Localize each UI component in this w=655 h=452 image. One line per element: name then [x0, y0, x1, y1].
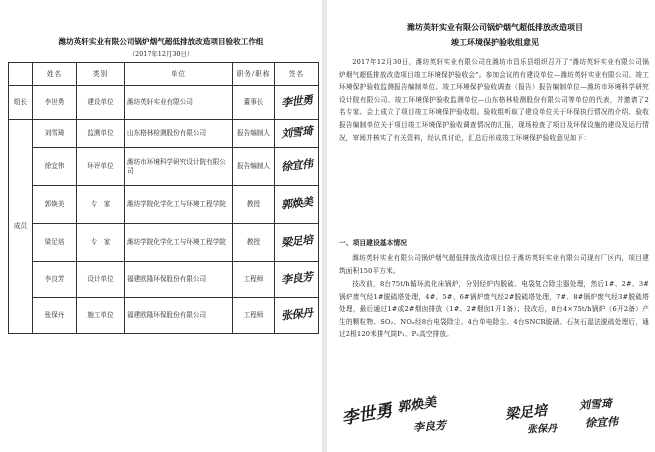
signature-cell: [275, 148, 319, 186]
bottom-signature-image: 梁足培: [504, 402, 548, 424]
section-heading: 一、项目建设基本情况: [339, 239, 407, 247]
bottom-signature-image: 张保丹: [526, 423, 558, 436]
group-leader-label: 组长: [9, 86, 33, 120]
header-sign: 签名: [275, 63, 319, 86]
cell-name: 徐宜伟: [33, 148, 77, 186]
cell-unit: 潍坊学院化学化工与环境工程学院: [125, 186, 233, 224]
cell-unit: 潍坊市环境科学研究设计院有限公司: [125, 148, 233, 186]
signature-image: 张保丹: [280, 306, 313, 323]
cell-unit: 福建欧隆环保股份有限公司: [125, 298, 233, 334]
cell-name: 刘雪琦: [33, 120, 77, 148]
cell-type: 建设单位: [77, 86, 125, 120]
header-type: 类别: [77, 63, 125, 86]
table-row: [9, 224, 319, 262]
cell-name: 郭焕美: [33, 186, 77, 224]
header-name: 姓名: [33, 63, 77, 86]
bottom-signature-image: 李世勇: [340, 400, 394, 430]
table-row: [9, 148, 319, 186]
cell-name: 梁足培: [33, 224, 77, 262]
bottom-signature-image: 李良芳: [412, 418, 447, 435]
signature-image: 郭焕美: [280, 195, 313, 212]
table-row: [9, 262, 319, 298]
bottom-signature-image: 刘雪琦: [578, 396, 613, 413]
signature-cell: [275, 298, 319, 334]
header-title: 职务/职称: [233, 63, 275, 86]
table-row: [9, 298, 319, 334]
table-header-row: [9, 63, 319, 86]
signature-image: 李良芳: [280, 270, 313, 287]
table-row: [9, 120, 319, 148]
group-member-label: 成员: [9, 120, 33, 334]
intro-paragraph: 2017年12月30日，潍坊英轩实业有限公司在潍坊市昌乐县组织召开了“潍坊英轩实业有限公司锅炉烟气超低排放改造项目竣工环境保护验收会”。参加会议的有建设单位—潍坊英轩实业有限公司、竣工环境保护验收监测报告编制单位、竣工环境保护验收调查（报告）报告编制单位—潍坊市环境科学研究设计院有限公司、竣工环境保护验收监测单位—山东格林检测股份有限公司等单位的代表，并邀请了2名专家。会上成立了项目竣工环境保护验收组。验收组听取了建设单位关于环保执行情况的介绍、验收报告编制单位关于项目竣工环境保护验收调查情况的汇报，现场检查了项目及环保设施的建设及运行情况，审阅并核实了有关资料，经认真讨论，汇总后形成竣工环境保护验收意见如下：: [339, 58, 649, 142]
worksheet-table: [8, 62, 319, 334]
table-row: [9, 86, 319, 120]
header-unit: 单位: [125, 63, 233, 86]
bottom-signature-image: 郭焕美: [396, 395, 438, 416]
opinion-page: [327, 0, 655, 452]
cell-title: 工程师: [233, 298, 275, 334]
worksheet-date: （2017年12月30日）: [128, 50, 194, 58]
cell-unit: 福建欧隆环保股份有限公司: [125, 262, 233, 298]
opinion-title: 潍坊英轩实业有限公司锅炉烟气超低排放改造项目: [407, 23, 583, 32]
cell-title: 教授: [233, 224, 275, 262]
signature-cell: [275, 262, 319, 298]
worksheet-title: 潍坊英轩实业有限公司锅炉烟气超低排放改造项目验收工作组: [58, 37, 264, 46]
signature-cell: [275, 186, 319, 224]
cell-name: 李世勇: [33, 86, 77, 120]
cell-type: 设计单位: [77, 262, 125, 298]
cell-type: 监测单位: [77, 120, 125, 148]
cell-type: 环评单位: [77, 148, 125, 186]
cell-title: 董事长: [233, 86, 275, 120]
cell-type: 专 家: [77, 224, 125, 262]
opinion-subtitle: 竣工环境保护验收组意见: [451, 38, 539, 47]
signature-image: 李世勇: [280, 93, 313, 110]
cell-title: 工程师: [233, 262, 275, 298]
cell-title: 报告编制人: [233, 120, 275, 148]
signature-image: 徐宜伟: [280, 157, 313, 174]
cell-unit: 山东格林检测股份有限公司: [125, 120, 233, 148]
cell-type: 施工单位: [77, 298, 125, 334]
signature-image: 梁足培: [280, 233, 313, 250]
cell-unit: 潍坊学院化学化工与环境工程学院: [125, 224, 233, 262]
cell-name: 张保丹: [33, 298, 77, 334]
cell-name: 李良芳: [33, 262, 77, 298]
project-paragraph: 潍坊英轩实业有限公司锅炉烟气超低排放改造项目位于潍坊英轩实业有限公司现有厂区内，项目建筑面积150平方米。: [339, 254, 649, 275]
worksheet-page: [0, 0, 322, 452]
signature-cell: [275, 224, 319, 262]
table-row: [9, 186, 319, 224]
cell-type: 专 家: [77, 186, 125, 224]
signature-cell: [275, 120, 319, 148]
signature-image: 刘雪琦: [280, 124, 313, 141]
bottom-signature-image: 徐宜伟: [584, 415, 619, 430]
retrofit-paragraph: 技改前，8台75t/h循环流化床锅炉，分别经炉内脱硫、电袋复合除尘器处理，然后1#、2#、3#锅炉废气经1#脱硫塔处理，4#、5#、6#锅炉废气经2#脱硫塔处理，7#、8#锅炉废气经3#脱硫塔处理，最后通过1#或2#烟囱排放（1#、2#烟囱1开1备）；技改后，8台4×75t/h锅炉（6开2备）产生的颗粒物、SO₂、NOₓ经8台电袋除尘、4台单电除尘、4台SNCR脱硝、石灰石湿法脱硫处理后，通过2根120米排气筒P₁、P₂高空排放。: [339, 280, 649, 339]
cell-unit: 潍坊英轩实业有限公司: [125, 86, 233, 120]
signature-cell: [275, 86, 319, 120]
cell-title: 教授: [233, 186, 275, 224]
cell-title: 报告编制人: [233, 148, 275, 186]
